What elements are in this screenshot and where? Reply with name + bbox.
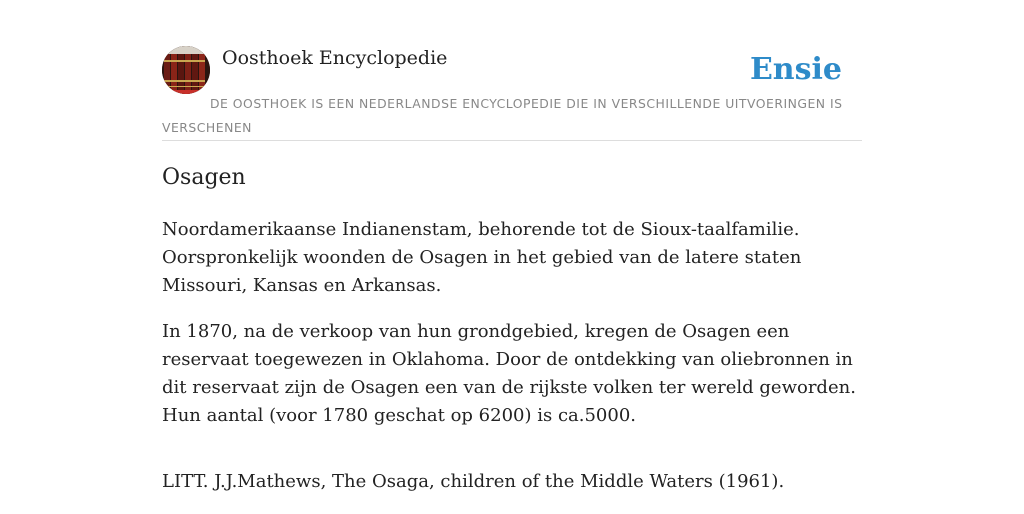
source-header bbox=[162, 46, 862, 141]
article-paragraph: Noordamerikaanse Indianenstam, behorende tot de Sioux-taalfamilie. Oorspronkelijk woonden de Osagen in het gebied van de latere staten Missouri, Kansas en Arkansas. bbox=[162, 219, 802, 296]
article-title: Osagen bbox=[162, 165, 246, 190]
source-description: DE OOSTHOEK IS EEN NEDERLANDSE ENCYCLOPEDIE DIE IN VERSCHILLENDE UITVOERINGEN IS VERSCHENEN bbox=[162, 96, 843, 135]
article-paragraph: In 1870, na de verkoop van hun grondgebied, kregen de Osagen een reservaat toegewezen in Oklahoma. Door de ontdekking van oliebronnen in dit reservaat zijn de Osagen een van de rijkste volken ter wereld geworden. Hun aantal (voor 1780 geschat op 6200) is ca.5000. bbox=[162, 321, 856, 426]
book-spines-icon bbox=[162, 46, 210, 94]
article-body bbox=[162, 216, 862, 514]
source-avatar-icon[interactable] bbox=[162, 46, 210, 94]
literature-reference: LITT. J.J.Mathews, The Osaga, children of the Middle Waters (1961). bbox=[162, 471, 785, 492]
source-name[interactable]: Oosthoek Encyclopedie bbox=[222, 47, 448, 69]
brand-logo[interactable]: Ensie bbox=[749, 52, 842, 87]
